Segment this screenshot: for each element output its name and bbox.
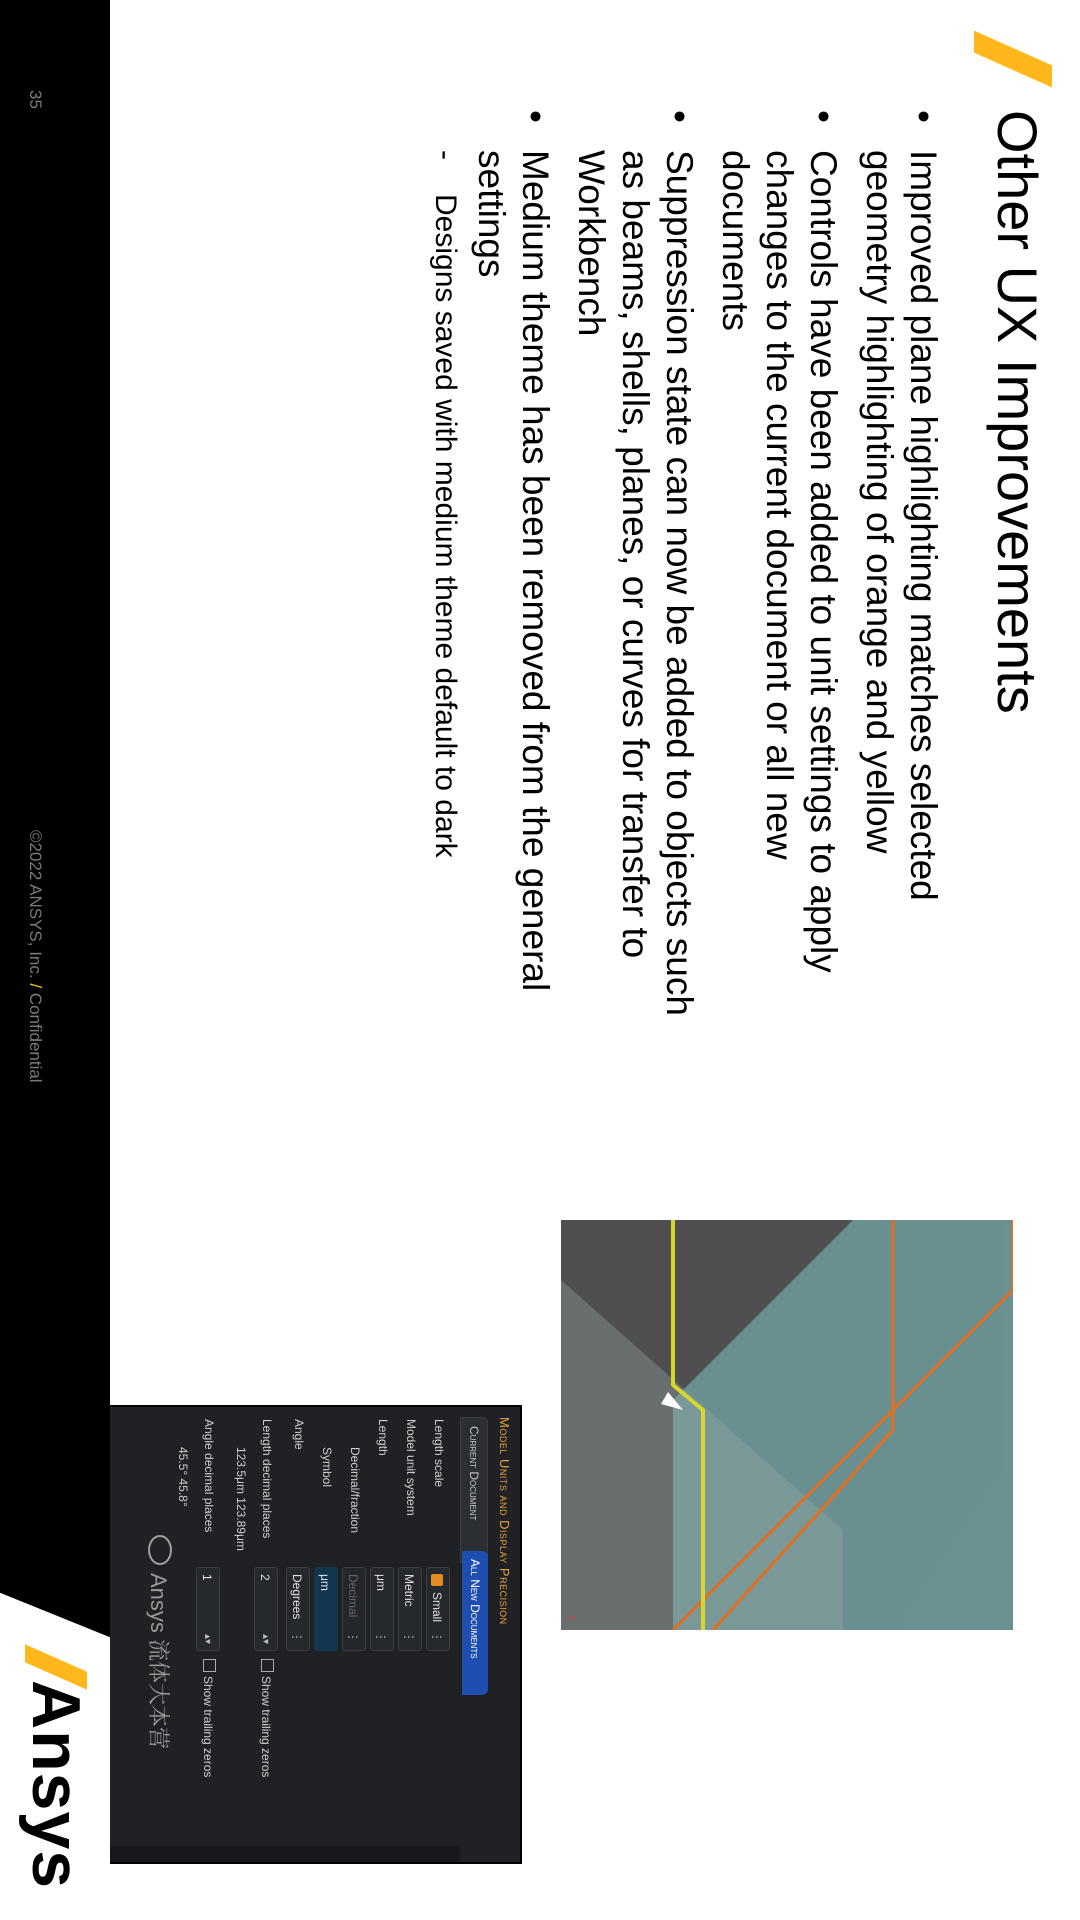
checkbox-icon: [261, 1659, 274, 1672]
bullet-list: [425, 110, 945, 1030]
dropdown-dots-icon: ⋮: [430, 1631, 444, 1644]
angle-decimal-places-label: Angle decimal places: [202, 1419, 216, 1533]
bullet-item: [713, 110, 845, 1030]
decimal-fraction-value: Decimal: [346, 1574, 360, 1618]
stepper-arrows-icon: ▴▾: [202, 1633, 213, 1644]
sub-bullet-item: [425, 110, 465, 1030]
bullet-text: Controls have been added to unit settings to apply changes to the current document or all new documents: [715, 150, 844, 973]
sub-bullet-text: Designs saved with medium theme default to dark: [429, 194, 462, 858]
small-scale-icon: [431, 1574, 443, 1586]
decimal-fraction-select[interactable]: [342, 1567, 366, 1651]
dropdown-dots-icon: ⋮: [346, 1631, 360, 1644]
title-accent-slash: [974, 31, 1052, 88]
angle-decimal-places-value: 1: [200, 1574, 214, 1581]
panel-title: Model Units and Display Precision: [497, 1417, 512, 1625]
model-unit-system-value: Metric: [402, 1574, 416, 1607]
bullet-text: Medium theme has been removed from the general settings: [471, 150, 556, 992]
axis-x-icon: ×: [565, 1615, 579, 1623]
copyright-suffix: Confidential: [26, 988, 45, 1083]
bullet-item: [469, 110, 557, 1030]
wechat-icon: [148, 1535, 172, 1565]
symbol-value: μm: [318, 1574, 332, 1591]
sub-bullet-dash: -: [429, 150, 462, 160]
length-label: Length: [376, 1419, 390, 1456]
length-decimal-places-stepper[interactable]: [254, 1567, 278, 1651]
checkbox-label: Show trailing zeros: [259, 1676, 273, 1778]
copyright-slash: /: [26, 983, 45, 989]
dropdown-dots-icon: ⋮: [290, 1631, 304, 1644]
panel-tabs: [460, 1417, 488, 1857]
copyright-prefix: ©2022 ANSYS, Inc.: [26, 830, 45, 984]
watermark-text: Ansys 流体大本营: [146, 1573, 171, 1750]
bullet-dot: •: [803, 110, 844, 123]
panel-scrollbar[interactable]: [108, 1846, 460, 1862]
checkbox-icon: [203, 1659, 216, 1672]
tab-current-document[interactable]: Current Document: [460, 1417, 488, 1563]
tab-all-new-documents[interactable]: All New Documents: [462, 1551, 488, 1695]
length-scale-select[interactable]: [426, 1567, 450, 1651]
bullet-dot: •: [903, 110, 944, 123]
bullet-dot: •: [659, 110, 700, 123]
bullet-text: Suppression state can now be added to objects such as beams, shells, planes, or curves for transfer to Workbench: [571, 150, 700, 1016]
angle-show-trailing-zeros-checkbox[interactable]: [201, 1659, 216, 1777]
ansys-logo: [0, 1640, 95, 1900]
slide-title: Other UX Improvements: [986, 110, 1049, 714]
bullet-item: [857, 110, 945, 1030]
footer-bar: [0, 0, 110, 1920]
length-scale-value: Small: [430, 1592, 444, 1623]
length-show-trailing-zeros-checkbox[interactable]: [259, 1659, 274, 1777]
plane-highlight-illustration: [561, 1220, 1013, 1630]
bullet-text: Improved plane highlighting matches selected geometry highlighting of orange and yellow: [859, 150, 944, 901]
stepper-arrows-icon: ▴▾: [260, 1633, 271, 1644]
decimal-fraction-label: Decimal/fraction: [348, 1447, 362, 1534]
model-unit-system-label: Model unit system: [404, 1419, 418, 1516]
dropdown-dots-icon: ⋮: [374, 1631, 388, 1644]
length-decimal-places-label: Length decimal places: [260, 1419, 274, 1539]
logo-wordmark: Ansys: [18, 1680, 94, 1890]
bullet-item: [569, 110, 701, 1030]
symbol-field[interactable]: [314, 1567, 338, 1651]
symbol-label: Symbol: [320, 1447, 334, 1488]
page-number: 35: [26, 90, 45, 109]
copyright: [25, 830, 45, 1083]
angle-unit-select[interactable]: [286, 1567, 310, 1651]
bullet-dot: •: [515, 110, 556, 123]
angle-label: Angle: [292, 1419, 306, 1450]
angle-precision-preview: 45.5° 45.8°: [176, 1447, 190, 1507]
watermark: [144, 1535, 175, 1749]
angle-decimal-places-stepper[interactable]: [196, 1567, 220, 1651]
length-precision-preview: 123.5μm 123.89μm: [234, 1447, 248, 1551]
viewport-screenshot: [561, 1220, 1013, 1630]
angle-unit-value: Degrees: [290, 1574, 304, 1620]
checkbox-label: Show trailing zeros: [201, 1676, 215, 1778]
length-unit-select[interactable]: [370, 1567, 394, 1651]
length-decimal-places-value: 2: [258, 1574, 272, 1581]
length-unit-value: μm: [374, 1574, 388, 1591]
length-scale-label: Length scale: [432, 1419, 446, 1488]
model-unit-system-select[interactable]: [398, 1567, 422, 1651]
dropdown-dots-icon: ⋮: [402, 1631, 416, 1644]
